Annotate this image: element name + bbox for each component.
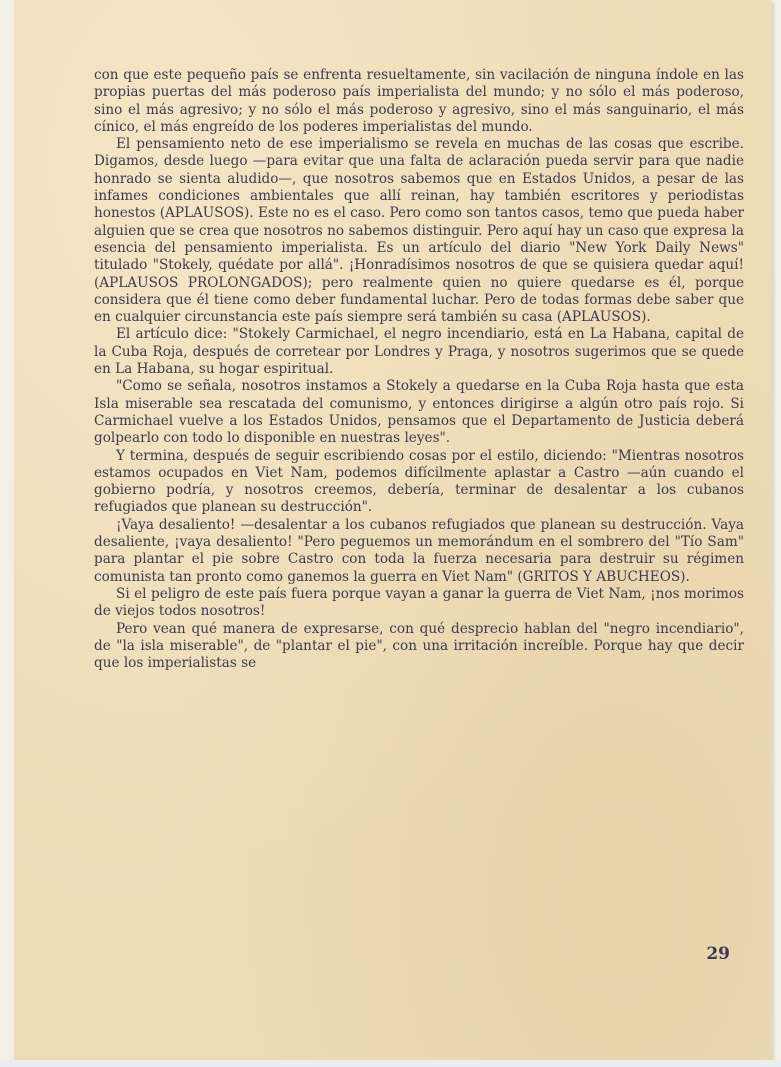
scan-bottom-edge	[0, 1060, 781, 1067]
paragraph-1: con que este pequeño país se enfrenta resueltamente, sin vacilación de ninguna índole en las propias puertas del más poderoso país imperialista del mundo; y no sólo el más poderoso, sino el más agresivo; y no sólo el más poderoso y agresivo, sino el más sanguinario, el más cínico, el más engreído de los poderes imperialistas del mundo.	[94, 67, 744, 135]
paragraph-4: "Como se señala, nosotros instamos a Stokely a quedarse en la Cuba Roja hasta que esta Isla miserable sea rescatada del comunismo, y entonces dirigirse a algún otro país rojo. Si Carmichael vuelve a los Estados Unidos, pensamos que el Departamento de Justicia deberá golpearlo con todo lo disponible en nuestras leyes".	[94, 378, 744, 447]
body-text	[94, 67, 744, 672]
paragraph-6: ¡Vaya desaliento! —desalentar a los cubanos refugiados que planean su destrucción. Vaya desaliente, ¡vaya desaliento! "Pero peguemos un memorándum en el sombrero del "Tío Sam" para plantar el pie sobre Castro con toda la fuerza necesaria para destruir su régimen comunista tan pronto como ganemos la guerra en Viet Nam" (GRITOS Y ABUCHEOS).	[94, 516, 744, 585]
paragraph-8: Pero vean qué manera de expresarse, con qué desprecio hablan del "negro incendiario", de "la isla miserable", de "plantar el pie", con una irritación increíble. Porque hay que decir que los imperialistas se	[94, 620, 744, 672]
paragraph-3: El artículo dice: "Stokely Carmichael, el negro incendiario, está en La Habana, capital de la Cuba Roja, después de corretear por Londres y Praga, y nosotros sugerimos que se quede en La Habana, su hogar espiritual.	[94, 326, 744, 378]
paragraph-5: Y termina, después de seguir escribiendo cosas por el estilo, diciendo: "Mientras nosotros estamos ocupados en Viet Nam, podemos difícilmente aplastar a Castro —aún cuando el gobierno podría, y nosotros creemos, debería, terminar de desalentar a los cubanos refugiados que planean su destrucción".	[94, 447, 744, 516]
paragraph-7: Si el peligro de este país fuera porque vayan a ganar la guerra de Viet Nam, ¡nos morimos de viejos todos nosotros!	[94, 585, 744, 620]
page-number: 29	[706, 944, 730, 964]
book-page	[14, 0, 772, 1060]
paragraph-2: El pensamiento neto de ese imperialismo se revela en muchas de las cosas que escribe. Digamos, desde luego —para evitar que una falta de aclaración pueda servir para que nadie honrado se sienta aludido—, que nosotros sabemos que en Estados Unidos, a pesar de las infames condiciones ambientales que allí reinan, hay también escritores y periodistas honestos (APLAUSOS). Este no es el caso. Pero como son tantos casos, temo que pueda haber alguien que se crea que nosotros no sabemos distinguir. Pero aquí hay un caso que expresa la esencia del pensamiento imperialista. Es un artículo del diario "New York Daily News" titulado "Stokely, quédate por allá". ¡Honradísimos nosotros de que se quisiera quedar aquí! (APLAUSOS PROLONGADOS); pero realmente quien no quiere quedarse es él, porque considera que él tiene como deber fundamental luchar. Pero de todas formas debe saber que en cualquier circunstancia este país siempre será también su casa (APLAUSOS).	[94, 136, 744, 326]
